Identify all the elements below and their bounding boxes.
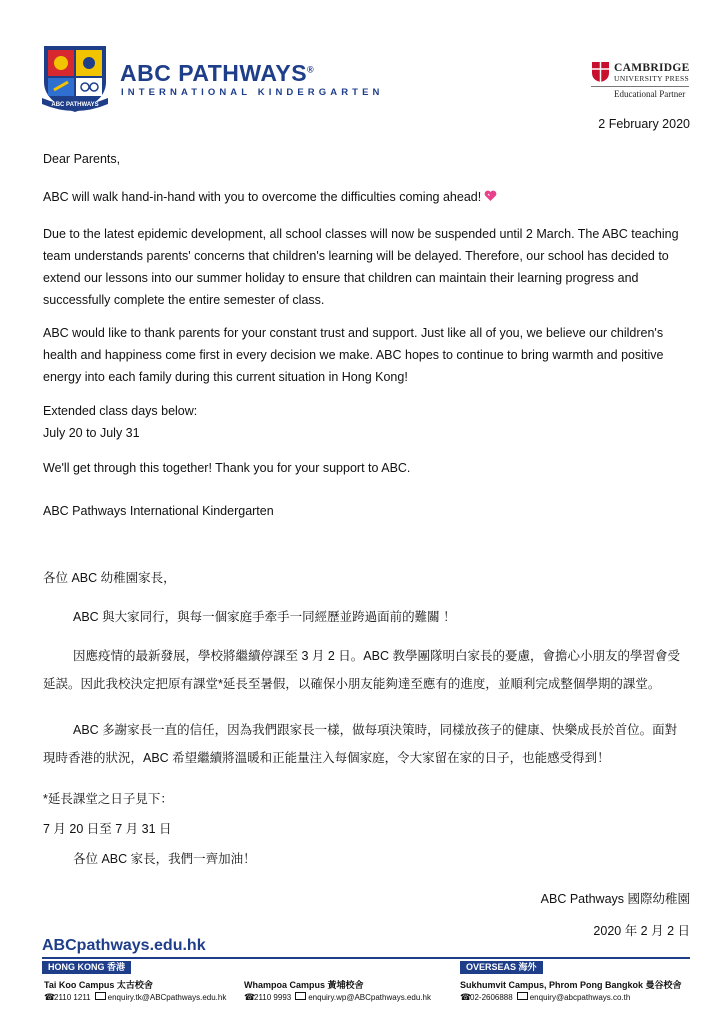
salutation-en: Dear Parents, [43, 152, 121, 166]
paragraph-zh-2: ABC 多謝家長一直的信任，因為我們跟家長一樣，做每項決策時，同樣放孩子的健康、快樂成長於首位。面對現時香港的狀況，ABC 希望繼續將溫暖和正能量注入每個家庭，令大家留在家的日子，也能感受得到！ [43, 723, 678, 765]
closing-zh: 各位 ABC 家長，我們一齊加油！ [73, 852, 256, 866]
phone-icon: ☎ [460, 992, 472, 1002]
phone-number[interactable]: 02-2606888 [470, 993, 513, 1002]
email-link[interactable]: enquiry@abcpathways.co.th [529, 993, 631, 1002]
paragraph-en-1: Due to the latest epidemic development, all school classes will now be suspended until 2 March. The ABC teaching team understands parents' concerns that children's learning will be delayed. Therefore, our school has decided to extend our lessons into our summer holiday to ensure that children can maintain their learning progress and successfully complete the entire semester of class. [43, 227, 679, 307]
overseas-label: OVERSEAS 海外 [460, 961, 543, 974]
partner-press: UNIVERSITY PRESS [614, 74, 690, 83]
heart-icon [484, 190, 497, 202]
salutation-zh: 各位 ABC 幼稚園家長， [43, 571, 176, 585]
partner-name: CAMBRIDGE [614, 62, 690, 74]
email-link[interactable]: enquiry.tk@ABCpathways.edu.hk [107, 993, 227, 1002]
footer-divider [42, 957, 690, 959]
brand-subtitle: INTERNATIONAL KINDERGARTEN [121, 87, 384, 98]
extended-label-en: Extended class days below: [43, 404, 198, 418]
closing-en: We'll get through this together! Thank you for your support to ABC. [43, 461, 411, 475]
campus-name-sukhumvit: Sukhumvit Campus, Phrom Pong Bangkok 曼谷校舍 [460, 980, 682, 990]
email-link[interactable]: enquiry.wp@ABCpathways.edu.hk [308, 993, 431, 1002]
cambridge-shield-icon [591, 61, 610, 83]
letter-date-en: 2 February 2020 [598, 117, 690, 131]
phone-icon: ☎ [44, 992, 56, 1002]
shield-ribbon-text: ABC PATHWAYS [51, 102, 99, 108]
paragraph-zh-1: 因應疫情的最新發展，學校將繼續停課至 3 月 2 日。ABC 教學團隊明白家長的憂慮，會擔心小朋友的學習會受延誤。因此我校決定把原有課堂*延長至暑假，以確保小朋友能夠達至應有的進度，並順利完成整個學期的課堂。 [43, 649, 680, 691]
intro-en: ABC will walk hand-in-hand with you to overcome the difficulties coming ahead! [43, 186, 689, 208]
signature-en: ABC Pathways International Kindergarten [43, 504, 274, 518]
campus-name-whampoa: Whampoa Campus 黃埔校舍 [244, 980, 364, 990]
letter-date-zh: 2020 年 2 月 2 日 [593, 924, 690, 938]
mail-icon [95, 992, 106, 1000]
paragraph-en-2: ABC would like to thank parents for your constant trust and support. Just like all of you, we believe our children's health and happiness come first in every decision we make. ABC hopes to continue to bring warmth and positive energy into each family during this current situation in Hong Kong! [43, 326, 664, 384]
campus-contact-sukhumvit [460, 992, 630, 1003]
extended-label-zh: *延長課堂之日子見下： [43, 792, 173, 806]
phone-number[interactable]: 2110 1211 [54, 993, 91, 1002]
phone-icon: ☎ [244, 992, 256, 1002]
phone-number[interactable]: 2110 9993 [254, 993, 292, 1002]
abc-shield-logo [40, 42, 110, 114]
partner-divider [591, 86, 689, 87]
extended-dates-en: July 20 to July 31 [43, 426, 140, 440]
brand-name: ABC PATHWAYS® [120, 60, 315, 86]
signature-zh: ABC Pathways 國際幼稚園 [540, 892, 690, 906]
campus-name-taikoo: Tai Koo Campus 太古校舍 [44, 980, 153, 990]
campus-contact-whampoa [244, 992, 431, 1003]
intro-zh: ABC 與大家同行，與每一個家庭手牽手一同經歷並跨過面前的難關 ！ [73, 610, 456, 624]
campus-contact-taikoo [44, 992, 226, 1003]
mail-icon [295, 992, 306, 1000]
mail-icon [517, 992, 528, 1000]
hong-kong-label: HONG KONG 香港 [42, 961, 131, 974]
partner-role: Educational Partner [614, 89, 686, 99]
extended-dates-zh: 7 月 20 日至 7 月 31 日 [43, 822, 172, 836]
website-link[interactable]: ABCpathways.edu.hk [42, 937, 206, 954]
